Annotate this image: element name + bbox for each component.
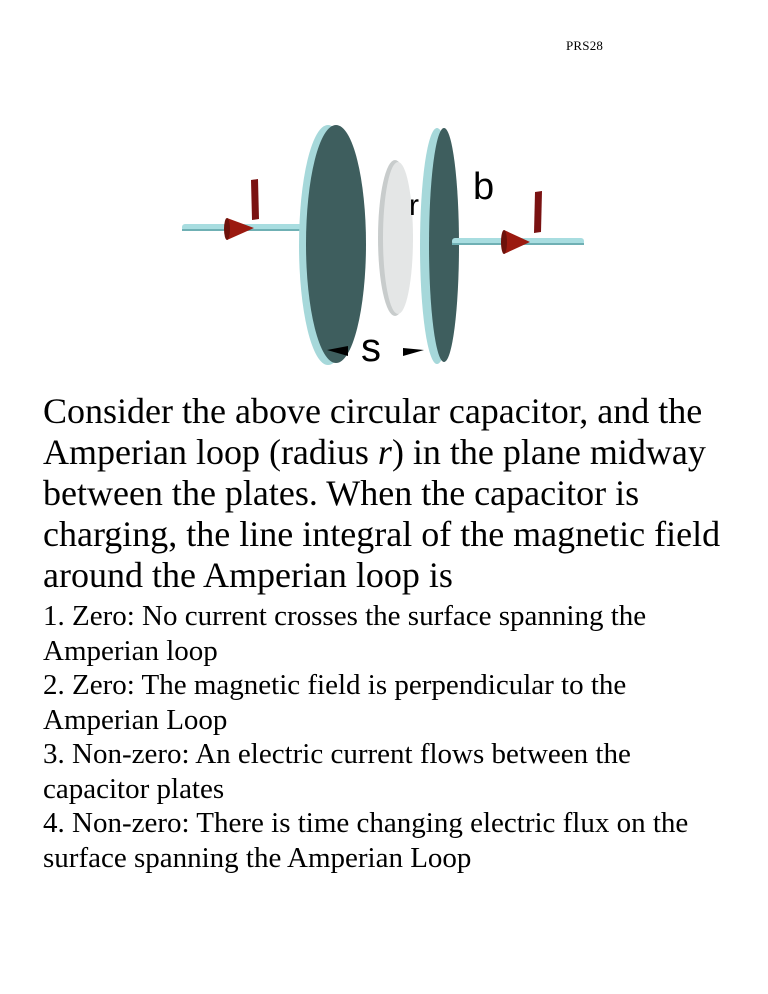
choice-text: Non-zero: There is time changing electric flux on the surface spanning the Amperian Loop — [43, 807, 689, 874]
choice-number: 1. — [43, 600, 65, 632]
slide-id: PRS28 — [566, 38, 604, 53]
left-current-label-icon — [251, 179, 259, 220]
question-text — [43, 391, 743, 596]
capacitor-diagram — [0, 0, 768, 380]
choice-2[interactable] — [43, 668, 743, 737]
plate-separation-label: s — [361, 326, 381, 370]
choice-number: 4. — [43, 807, 65, 839]
choice-text: Non-zero: An electric current flows between the capacitor plates — [43, 738, 631, 805]
right-current-arrow-icon — [504, 230, 530, 254]
left-current-arrow-icon — [227, 218, 254, 240]
question-part1: Consider the above circular capacitor, and the Amperian loop (radius — [43, 391, 703, 472]
amperian-loop-disc — [378, 160, 413, 316]
choice-1[interactable] — [43, 599, 743, 668]
choice-3[interactable] — [43, 737, 743, 806]
right-plate — [420, 128, 459, 364]
right-current-label-icon — [534, 191, 542, 233]
choice-text: Zero: The magnetic field is perpendicular to the Amperian Loop — [43, 669, 627, 736]
choice-text: Zero: No current crosses the surface spanning the Amperian loop — [43, 600, 647, 667]
answer-choices — [43, 599, 743, 875]
plate-radius-label: b — [473, 166, 495, 208]
question-italic-r: r — [377, 432, 392, 472]
choice-4[interactable] — [43, 806, 743, 875]
separation-right-marker-icon — [403, 348, 424, 356]
capacitor-figure — [0, 0, 768, 380]
question-part2: ) in the plane midway between the plates. When the capacitor is charging, the line integral of the magnetic field around the Amperian loop is — [43, 432, 721, 595]
loop-radius-label: r — [409, 189, 419, 222]
choice-number: 3. — [43, 738, 65, 770]
left-plate — [299, 125, 366, 365]
choice-number: 2. — [43, 669, 65, 701]
